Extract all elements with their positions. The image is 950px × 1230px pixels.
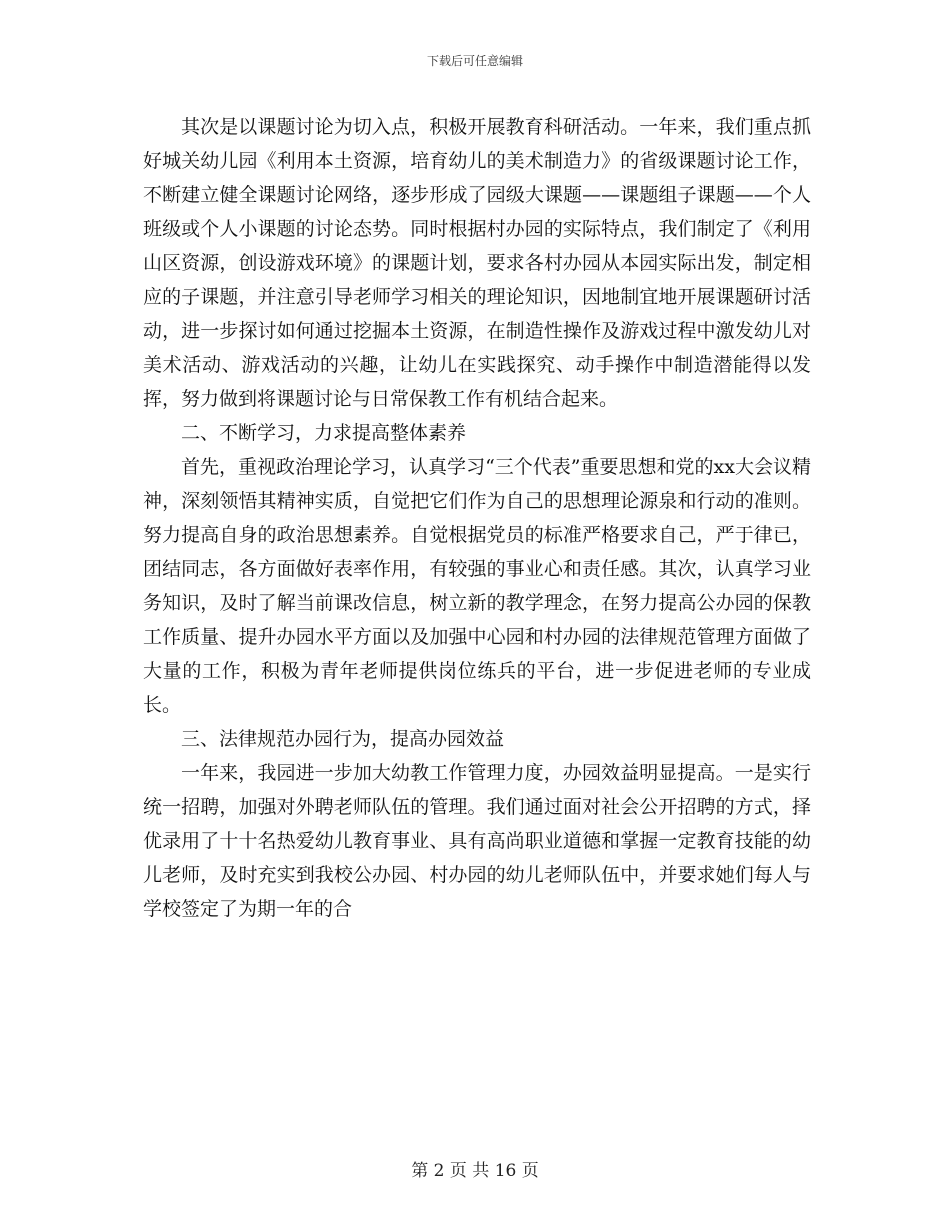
section-heading-2: 二、不断学习，力求提高整体素养 — [181, 422, 467, 444]
paragraph-management: 一年来，我园进一步加大幼教工作管理力度，办园效益明显提高。一是实行统一招聘，加强对外聘老师队伍的管理。我们通过面对社会公开招聘的方式，择优录用了十十名热爱幼儿教育事业、具有高尚职业道德和掌握一定教育技能的幼儿老师，及时充实到我校公办园、村办园的幼儿老师队伍中，并要求她们每人与学校签定了为期一年的合 — [143, 762, 811, 920]
paragraph-study: 首先，重视政治理论学习，认真学习“三个代表”重要思想和党的xx大会议精神，深刻领悟其精神实质，自觉把它们作为自己的思想理论源泉和行动的准则。努力提高自身的政治思想素养。自觉根据党员的标准严格要求自己，严于律已，团结同志，各方面做好表率作用，有较强的事业心和责任感。其次，认真学习业务知识，及时了解当前课改信息，树立新的教学理念，在努力提高公办园的保教工作质量、提升办园水平方面以及加强中心园和村办园的法律规范管理方面做了大量的工作，积极为青年老师提供岗位练兵的平台，进一步促进老师的专业成长。 — [143, 456, 811, 716]
section-heading-3: 三、法律规范办园行为，提高办园效益 — [181, 728, 505, 750]
body-text — [143, 110, 811, 926]
paragraph-research: 其次是以课题讨论为切入点，积极开展教育科研活动。一年来，我们重点抓好城关幼儿园《利用本土资源，培育幼儿的美术制造力》的省级课题讨论工作，不断建立健全课题讨论网络，逐步形成了园级大课题——课题组子课题——个人班级或个人小课题的讨论态势。同时根据村办园的实际特点，我们制定了《利用山区资源，创设游戏环境》的课题计划，要求各村办园从本园实际出发，制定相应的子课题，并注意引导老师学习相关的理论知识，因地制宜地开展课题研讨活动，进一步探讨如何通过挖掘本土资源，在制造性操作及游戏过程中激发幼儿对美术活动、游戏活动的兴趣，让幼儿在实践探究、动手操作中制造潜能得以发挥，努力做到将课题讨论与日常保教工作有机结合起来。 — [143, 116, 811, 410]
page-footer: 第 2 页 共 16 页 — [411, 1161, 539, 1181]
page-header: 下载后可任意编辑 — [426, 54, 523, 68]
